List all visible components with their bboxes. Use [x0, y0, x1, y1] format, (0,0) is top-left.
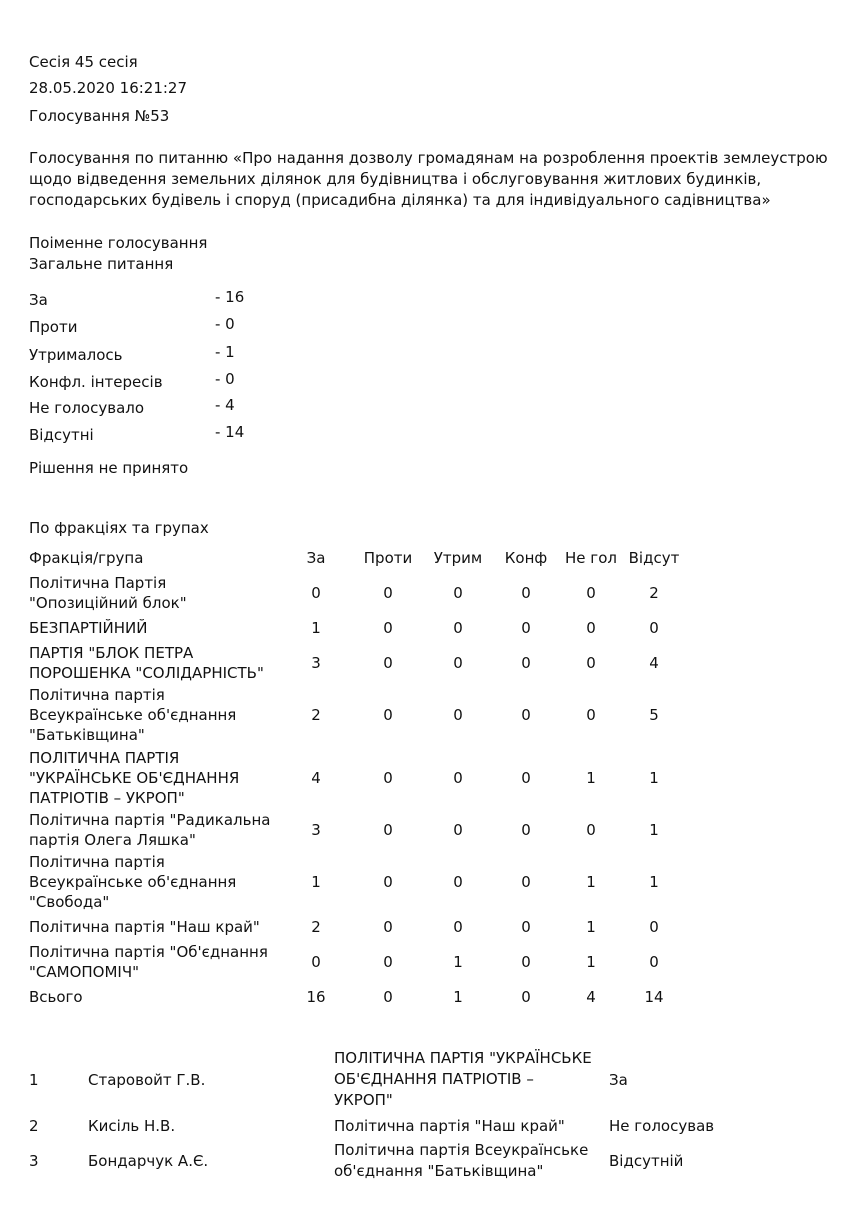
cell-for: 2	[311, 706, 321, 724]
cell-abstained: 0	[453, 821, 463, 839]
cell-conflict: 0	[521, 654, 531, 672]
cell-abstained: 0	[453, 769, 463, 787]
cell-conflict: 0	[521, 706, 531, 724]
deputy-name: Кисіль Н.В.	[88, 1117, 176, 1135]
cell-abstained: 0	[453, 619, 463, 637]
cell-against: 0	[383, 769, 393, 787]
cell-conflict: 0	[521, 918, 531, 936]
cell-against: 0	[383, 584, 393, 602]
deputy-party: ПОЛІТИЧНА ПАРТІЯ "УКРАЇНСЬКЕ ОБ'ЄДНАННЯ ПАТРІОТІВ – УКРОП"	[334, 1049, 592, 1109]
total-label-not-voted: Не голосувало	[29, 399, 145, 417]
faction-name: Політична партія Всеукраїнське об'єднання "Свобода"	[29, 853, 237, 911]
cell-against: 0	[383, 654, 393, 672]
cell-abstained: 1	[453, 988, 463, 1006]
total-label-for: За	[29, 291, 48, 309]
cell-absent: 5	[649, 706, 659, 724]
cell-for: 2	[311, 918, 321, 936]
vote-scope: Загальне питання	[29, 255, 174, 273]
faction-name: Політична Партія "Опозиційний блок"	[29, 574, 187, 612]
cell-not-voted: 1	[586, 769, 596, 787]
total-value-against: - 0	[215, 315, 235, 333]
column-header-not-voted: Не гол	[565, 549, 617, 567]
column-header-absent: Відсут	[628, 549, 680, 567]
deputy-party: Політична партія "Наш край"	[334, 1117, 565, 1135]
cell-conflict: 0	[521, 769, 531, 787]
faction-name: ПОЛІТИЧНА ПАРТІЯ "УКРАЇНСЬКЕ ОБ'ЄДНАННЯ ПАТРІОТІВ – УКРОП"	[29, 749, 240, 807]
total-value-not-voted: - 4	[215, 396, 235, 414]
deputy-vote: Відсутній	[609, 1152, 684, 1170]
cell-absent: 1	[649, 821, 659, 839]
deputy-vote: Не голосував	[609, 1117, 715, 1135]
cell-not-voted: 1	[586, 953, 596, 971]
cell-not-voted: 4	[586, 988, 596, 1006]
cell-abstained: 0	[453, 706, 463, 724]
cell-against: 0	[383, 953, 393, 971]
deputy-name: Старовойт Г.В.	[88, 1071, 206, 1089]
decision: Рішення не принято	[29, 459, 189, 477]
faction-name: Політична партія "Радикальна партія Олега Ляшка"	[29, 811, 271, 849]
cell-against: 0	[383, 873, 393, 891]
cell-absent: 1	[649, 873, 659, 891]
cell-absent: 1	[649, 769, 659, 787]
cell-for: 4	[311, 769, 321, 787]
cell-not-voted: 0	[586, 654, 596, 672]
cell-abstained: 0	[453, 873, 463, 891]
deputy-name: Бондарчук А.Є.	[88, 1152, 209, 1170]
factions-section-title: По фракціях та групах	[29, 519, 209, 537]
total-row-label: Всього	[29, 988, 83, 1006]
cell-against: 0	[383, 619, 393, 637]
total-value-conflict: - 0	[215, 370, 235, 388]
cell-for: 1	[311, 873, 321, 891]
cell-not-voted: 1	[586, 873, 596, 891]
faction-name: ПАРТІЯ "БЛОК ПЕТРА ПОРОШЕНКА "СОЛІДАРНІСТЬ"	[29, 644, 264, 682]
vote-datetime: 28.05.2020 16:21:27	[29, 79, 188, 97]
session-title: Сесія 45 сесія	[29, 53, 138, 71]
total-value-for: - 16	[215, 288, 245, 306]
vote-number: Голосування №53	[29, 107, 170, 125]
cell-absent: 0	[649, 619, 659, 637]
total-label-abstained: Утрималось	[29, 346, 123, 364]
cell-conflict: 0	[521, 584, 531, 602]
cell-conflict: 0	[521, 821, 531, 839]
total-value-abstained: - 1	[215, 343, 235, 361]
faction-name: Політична партія Всеукраїнське об'єднання "Батьківщина"	[29, 686, 237, 744]
cell-against: 0	[383, 988, 393, 1006]
cell-abstained: 1	[453, 953, 463, 971]
column-header-abstained: Утрим	[433, 549, 483, 567]
deputy-vote: За	[609, 1071, 628, 1089]
column-header-against: Проти	[363, 549, 413, 567]
question-text: Голосування по питанню «Про надання дозволу громадянам на розроблення проектів землеустрою щодо відведення земельних ділянок для будівництва і обслуговування житлових будинків, господарських будівель і споруд (присадибна ділянка) та для індивідуального садівництва»	[29, 149, 828, 209]
cell-absent: 0	[649, 918, 659, 936]
cell-conflict: 0	[521, 953, 531, 971]
cell-conflict: 0	[521, 873, 531, 891]
cell-abstained: 0	[453, 918, 463, 936]
cell-for: 16	[306, 988, 326, 1006]
cell-not-voted: 0	[586, 706, 596, 724]
cell-for: 1	[311, 619, 321, 637]
column-header-for: За	[306, 549, 326, 567]
faction-name: БЕЗПАРТІЙНИЙ	[29, 619, 148, 637]
cell-not-voted: 0	[586, 584, 596, 602]
cell-not-voted: 0	[586, 619, 596, 637]
cell-absent: 4	[649, 654, 659, 672]
deputy-number: 2	[29, 1117, 39, 1135]
column-header-conflict: Конф	[504, 549, 548, 567]
deputy-party: Політична партія Всеукраїнське об'єднання "Батьківщина"	[334, 1141, 589, 1180]
total-label-conflict: Конфл. інтересів	[29, 373, 163, 391]
column-header-faction: Фракція/група	[29, 549, 144, 567]
cell-absent: 0	[649, 953, 659, 971]
cell-not-voted: 1	[586, 918, 596, 936]
cell-against: 0	[383, 706, 393, 724]
cell-for: 3	[311, 821, 321, 839]
cell-conflict: 0	[521, 988, 531, 1006]
total-value-absent: - 14	[215, 423, 245, 441]
cell-absent: 2	[649, 584, 659, 602]
cell-abstained: 0	[453, 654, 463, 672]
cell-for: 0	[311, 584, 321, 602]
deputy-number: 1	[29, 1071, 39, 1089]
cell-conflict: 0	[521, 619, 531, 637]
vote-type: Поіменне голосування	[29, 234, 208, 252]
cell-for: 3	[311, 654, 321, 672]
cell-absent: 14	[644, 988, 664, 1006]
cell-for: 0	[311, 953, 321, 971]
cell-against: 0	[383, 821, 393, 839]
total-label-against: Проти	[29, 318, 78, 336]
cell-abstained: 0	[453, 584, 463, 602]
faction-name: Політична партія "Наш край"	[29, 918, 260, 936]
faction-name: Політична партія "Об'єднання "САМОПОМІЧ"	[29, 943, 268, 981]
deputy-number: 3	[29, 1152, 39, 1170]
cell-against: 0	[383, 918, 393, 936]
cell-not-voted: 0	[586, 821, 596, 839]
total-label-absent: Відсутні	[29, 426, 94, 444]
